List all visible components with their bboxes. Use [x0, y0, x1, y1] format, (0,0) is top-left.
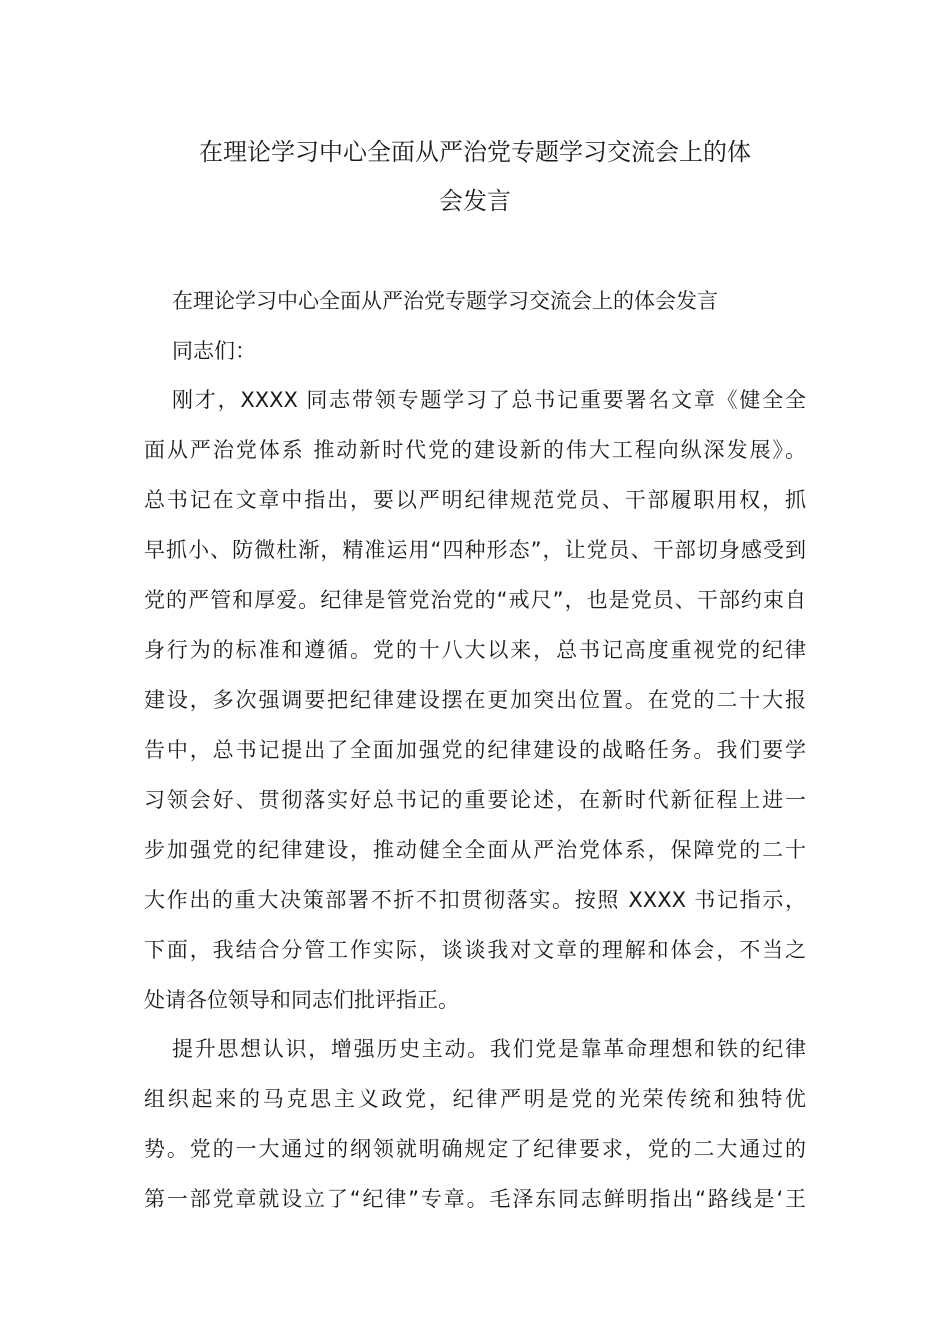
paragraph-line: 第一部党章就设立了“纪律”专章。毛泽东同志鲜明指出“路线是‘王 [144, 1187, 806, 1211]
document-title-line-2: 会发言 [439, 187, 511, 215]
paragraph-line: 面从严治党体系 推动新时代党的建设新的伟大工程向纵深发展》。 [144, 438, 806, 462]
paragraph-line: 提升思想认识，增强历史主动。我们党是靠革命理想和铁的纪律 [172, 1037, 806, 1061]
paragraph-line: 早抓小、防微杜渐，精准运用“四种形态”，让党员、干部切身感受到 [144, 538, 806, 562]
paragraph-line: 身行为的标准和遵循。党的十八大以来，总书记高度重视党的纪律 [144, 638, 806, 662]
paragraph-line: 大作出的重大决策部署不折不扣贯彻落实。按照 XXXX 书记指示， [144, 888, 806, 912]
document-title-line-1: 在理论学习中心全面从严治党专题学习交流会上的体 [199, 138, 751, 166]
paragraph-line: 步加强党的纪律建设，推动健全全面从严治党体系，保障党的二十 [144, 838, 806, 862]
paragraph-line: 组织起来的马克思主义政党，纪律严明是党的光荣传统和独特优 [144, 1087, 806, 1111]
paragraph-line: 下面，我结合分管工作实际，谈谈我对文章的理解和体会，不当之 [144, 938, 806, 962]
paragraph-line: 刚才，XXXX 同志带领专题学习了总书记重要署名文章《健全全 [172, 388, 806, 412]
paragraph-line: 总书记在文章中指出，要以严明纪律规范党员、干部履职用权，抓 [144, 488, 806, 512]
salutation: 同志们： [172, 339, 256, 363]
paragraph-line: 告中，总书记提出了全面加强党的纪律建设的战略任务。我们要学 [144, 738, 806, 762]
paragraph-line: 习领会好、贯彻落实好总书记的重要论述，在新时代新征程上进一 [144, 788, 806, 812]
paragraph-line: 建设，多次强调要把纪律建设摆在更加突出位置。在党的二十大报 [144, 688, 806, 712]
document-subtitle: 在理论学习中心全面从严治党专题学习交流会上的体会发言 [172, 289, 718, 313]
paragraph-line: 处请各位领导和同志们批评指正。 [144, 988, 459, 1012]
paragraph-line: 势。党的一大通过的纲领就明确规定了纪律要求，党的二大通过的 [144, 1137, 806, 1161]
paragraph-line: 党的严管和厚爱。纪律是管党治党的“戒尺”，也是党员、干部约束自 [144, 588, 806, 612]
